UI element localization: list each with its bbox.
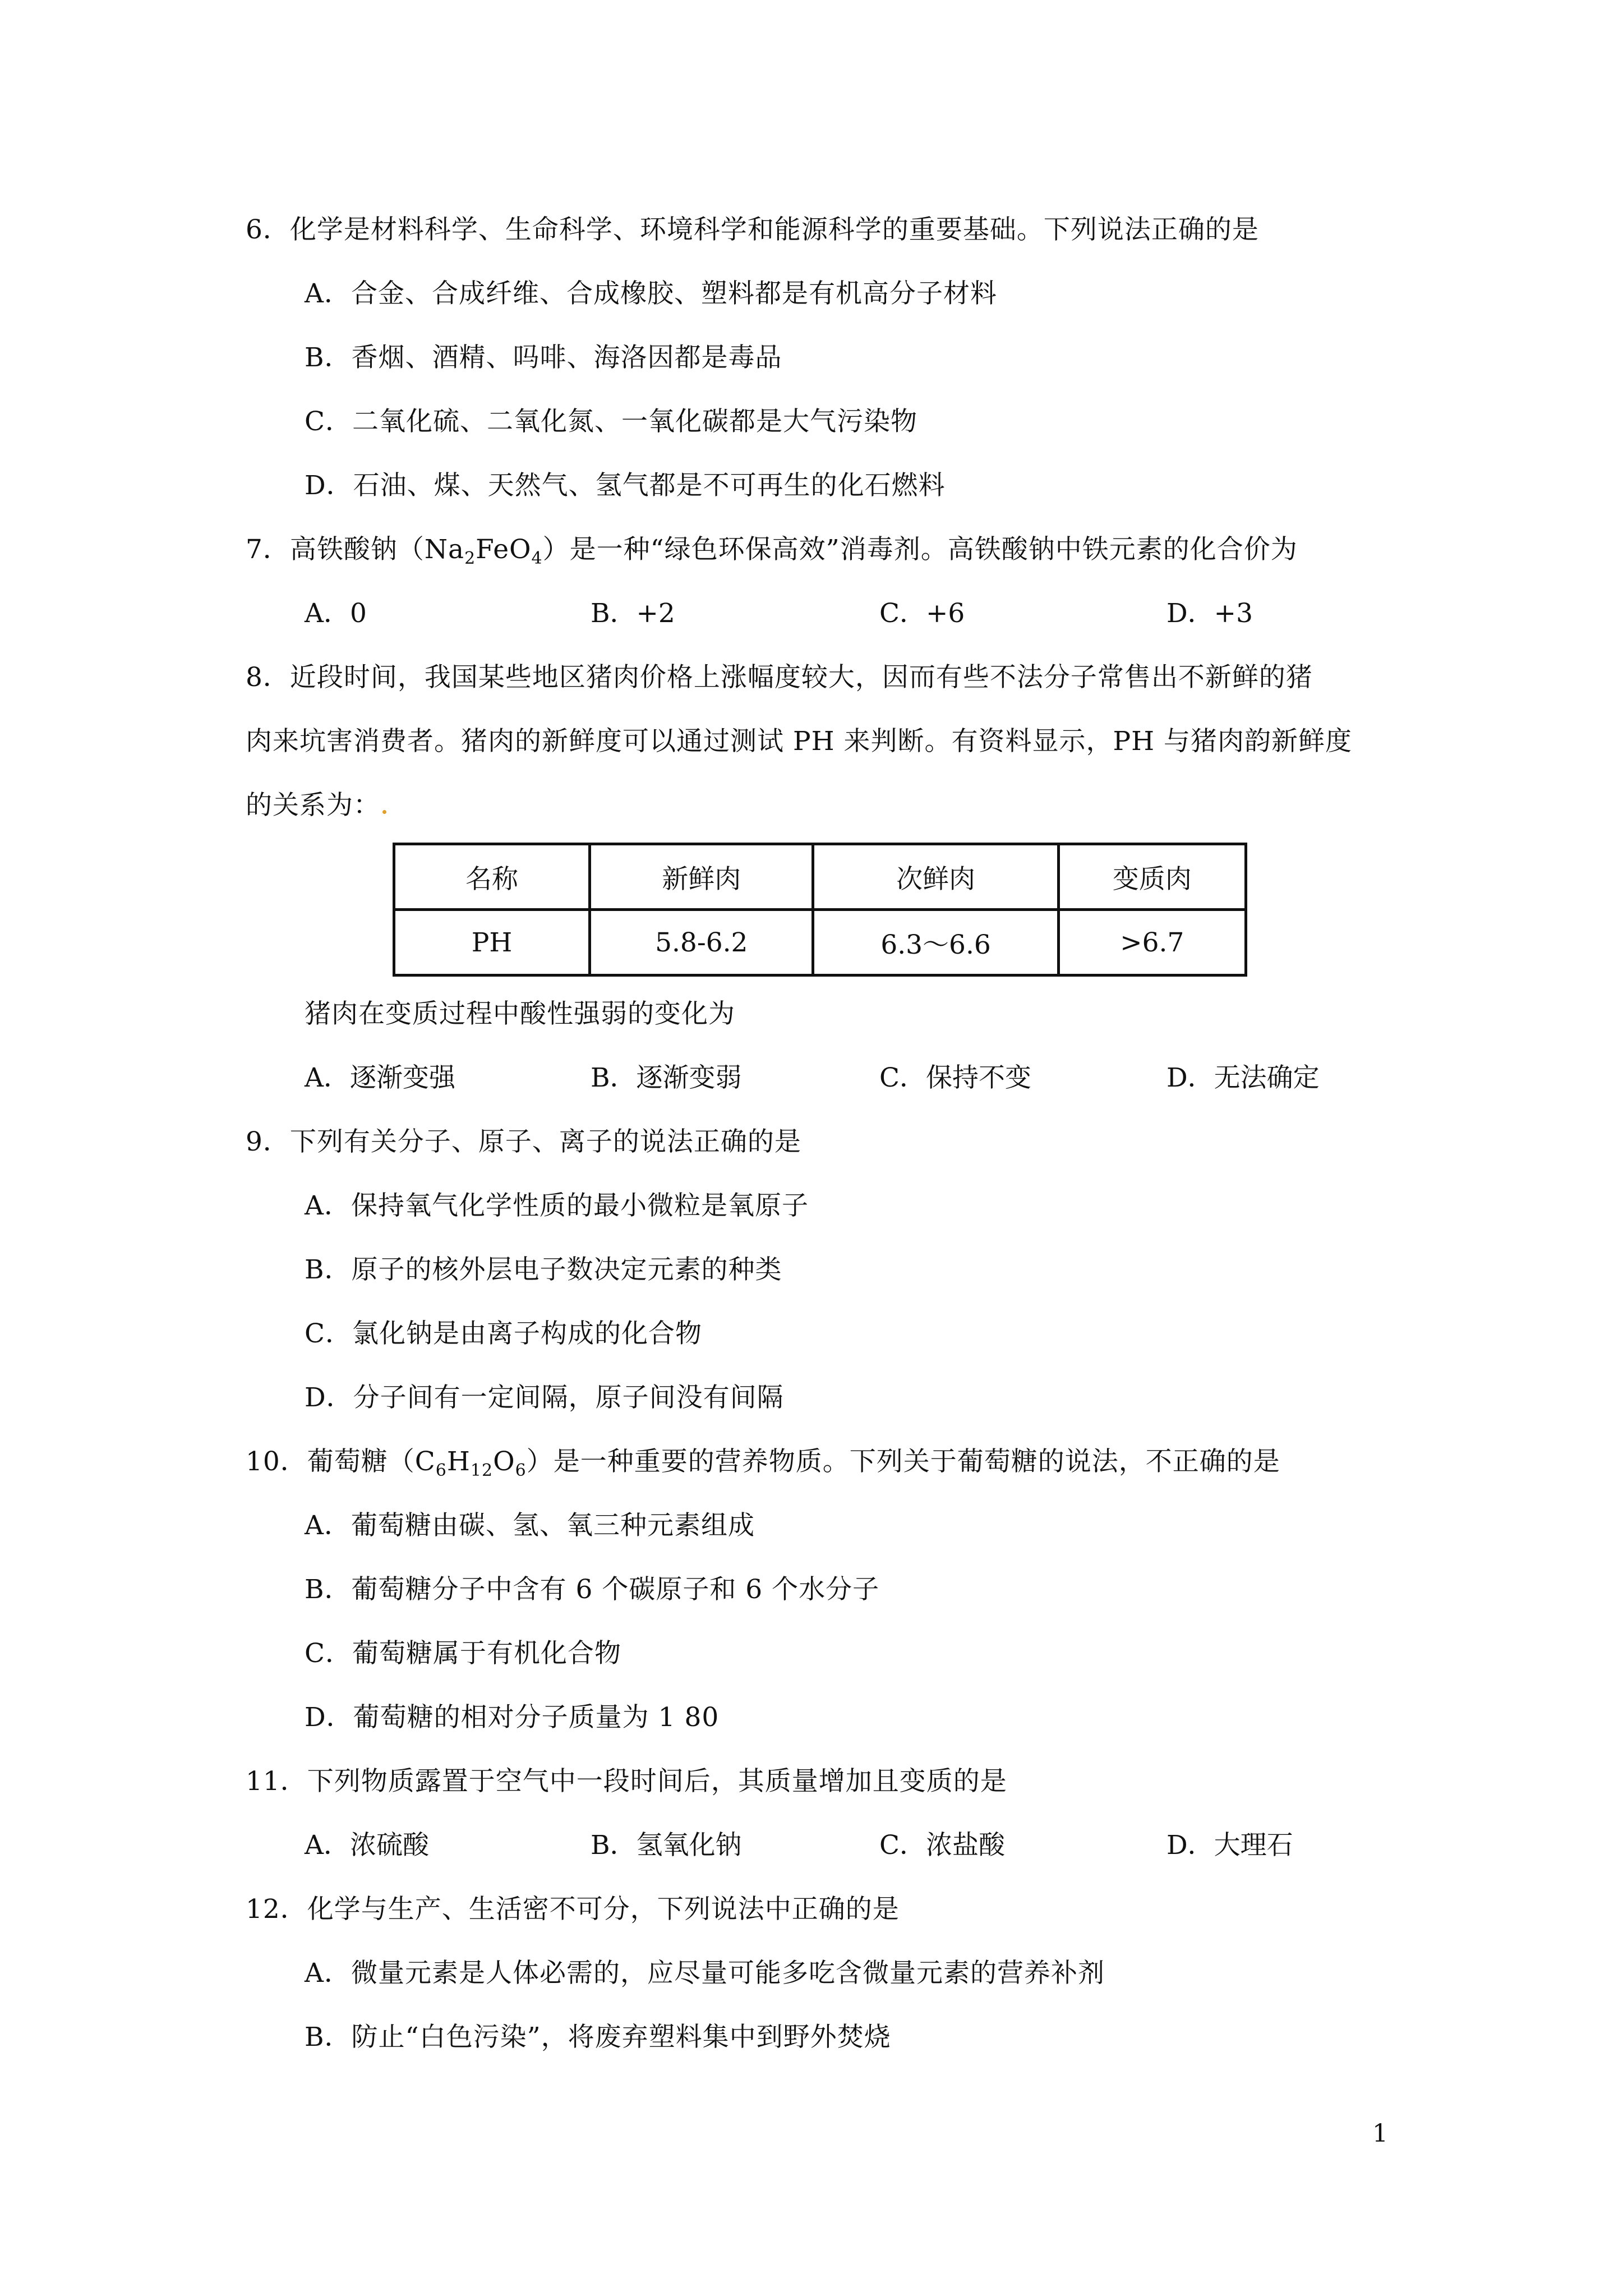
q12-option-b: B．防止“白色污染”，将废弃塑料集中到野外焚烧 [305, 2022, 891, 2053]
q10-stem: 10．葡萄糖$(C_6H_{12}O_6)$是一种重要的营养物质。下列关于葡萄糖的说法，不正确的是 [246, 1446, 1280, 1480]
q12-option-a: A．微量元素是人体必需的，应尽量可能多吃含微量元素的营养补剂 [305, 1958, 1105, 1989]
q9-option-d: D．分子间有一定间隔，原子间没有间隔 [305, 1382, 784, 1413]
table-cell: 5.8-6.2 [590, 910, 813, 976]
table-row [394, 910, 1246, 976]
q6-option-a: A．合金、合成纤维、合成橡胶、塑料都是有机高分子材料 [305, 278, 997, 309]
q8-stem-line2: 肉来坑害消费者。猪肉的新鲜度可以通过测试 PH 来判断。有资料显示，PH 与猪肉韵新鲜度 [246, 726, 1353, 757]
q6-option-c: C．二氧化硫、二氧化氮、一氧化碳都是大气污染物 [305, 406, 917, 437]
q11-options [305, 1829, 1426, 1862]
q9-stem: 9．下列有关分子、原子、离子的说法正确的是 [246, 1126, 801, 1157]
q7-option-b: B．+2 [591, 598, 675, 629]
table-cell: PH [394, 910, 590, 976]
q11-option-c: C．浓盐酸 [879, 1830, 1005, 1861]
q8-option-a: A．逐渐变强 [305, 1062, 455, 1093]
q10-option-c: C．葡萄糖属于有机化合物 [305, 1638, 621, 1669]
ink-dot-mark [382, 810, 386, 814]
table-header-cell: 名称 [394, 844, 590, 910]
q11-option-a: A．浓硫酸 [305, 1830, 429, 1861]
q8-options [305, 1061, 1426, 1095]
q8-stem-line1: 8．近段时间，我国某些地区猪肉价格上涨幅度较大，因而有些不法分子常售出不新鲜的猪 [246, 662, 1313, 693]
q6-option-b: B．香烟、酒精、吗啡、海洛因都是毒品 [305, 342, 782, 373]
q6-stem: 6．化学是材料科学、生命科学、环境科学和能源科学的重要基础。下列说法正确的是 [246, 214, 1259, 245]
q11-option-b: B．氢氧化钠 [591, 1830, 742, 1861]
q9-option-a: A．保持氧气化学性质的最小微粒是氧原子 [305, 1190, 809, 1221]
ph-freshness-table [393, 843, 1247, 977]
q7-option-a: A．0 [305, 598, 367, 629]
q11-stem: 11．下列物质露置于空气中一段时间后，其质量增加且变质的是 [246, 1766, 1007, 1797]
q9-option-c: C．氯化钠是由离子构成的化合物 [305, 1318, 702, 1349]
q7-options [305, 597, 1426, 631]
q10-option-a: A．葡萄糖由碳、氢、氧三种元素组成 [305, 1510, 755, 1541]
table-cell: 6.3～6.6 [813, 910, 1058, 976]
q8-stem-line3: 的关系为： [246, 789, 386, 822]
q7-stem: 7．高铁酸钠$(Na_2FeO_4)$是一种“绿色环保高效”消毒剂。高铁酸钠中铁元素的化合价为 [246, 534, 1298, 568]
q8-option-d: D．无法确定 [1166, 1062, 1320, 1093]
table-cell: >6.7 [1058, 910, 1246, 976]
q6-option-d: D．石油、煤、天然气、氢气都是不可再生的化石燃料 [305, 470, 946, 501]
q10-option-b: B．葡萄糖分子中含有 6 个碳原子和 6 个水分子 [305, 1574, 880, 1605]
q10-option-d: D．葡萄糖的相对分子质量为 1 80 [305, 1702, 720, 1733]
table-header-cell: 新鲜肉 [590, 844, 813, 910]
q7-option-c: C．+6 [879, 598, 965, 629]
table-header-row [394, 844, 1246, 910]
table-header-cell: 次鲜肉 [813, 844, 1058, 910]
q8-question: 猪肉在变质过程中酸性强弱的变化为 [305, 999, 735, 1029]
q7-option-d: D．+3 [1166, 598, 1253, 629]
q8-option-b: B．逐渐变弱 [591, 1062, 742, 1093]
page-number: 1 [1372, 2119, 1388, 2148]
q12-stem: 12．化学与生产、生活密不可分，下列说法中正确的是 [246, 1894, 900, 1925]
table-header-cell: 变质肉 [1058, 844, 1246, 910]
q11-option-d: D．大理石 [1166, 1830, 1293, 1861]
q8-option-c: C．保持不变 [879, 1062, 1031, 1093]
q9-option-b: B．原子的核外层电子数决定元素的种类 [305, 1254, 782, 1285]
